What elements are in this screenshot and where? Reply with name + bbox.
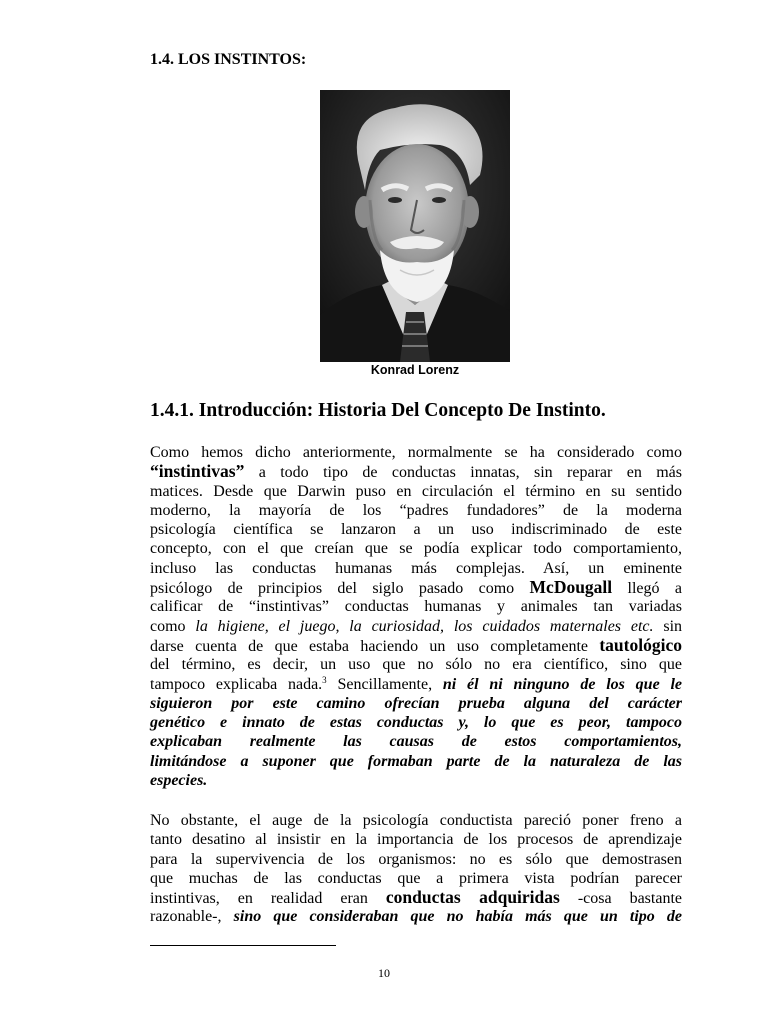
text-run: Sencillamente, (326, 675, 443, 693)
bold-italic-run: siguieron por este camino ofrecían prueba alguna del carácter (150, 694, 682, 712)
text-run: calificar de “instintivas” conductas humanas y animales tan variadas (150, 598, 682, 616)
text-run: psicología científica se lanzaron a un uso indiscriminado de este (150, 521, 682, 539)
text-line (150, 675, 682, 694)
subsection-heading: 1.4.1. Introducción: Historia Del Concepto De Instinto. (150, 400, 606, 421)
text-run: psicólogo de principios del siglo pasado como (150, 580, 530, 598)
bold-term: tautológico (599, 634, 682, 655)
bold-term: McDougall (529, 577, 613, 598)
portrait-photo (320, 90, 510, 362)
text-run: concepto, con el que creían que se podía explicar todo comportamiento, (150, 540, 682, 558)
photo-caption: Konrad Lorenz (370, 363, 460, 377)
text-line (150, 752, 682, 771)
text-run: a todo tipo de conductas innatas, sin reparar en más (244, 464, 682, 482)
text-run: como (150, 617, 196, 635)
text-run: moderno, la mayoría de los “padres fundadores” de la moderna (150, 501, 682, 519)
text-line (150, 694, 682, 713)
text-run: para la supervivencia de los organismos: no es sólo que demostrasen (150, 850, 682, 868)
text-line (150, 559, 682, 578)
text-run: razonable-, (150, 908, 234, 926)
page-number: 10 (378, 966, 390, 980)
bold-italic-run: ni él ni ninguno de los que le (442, 675, 683, 693)
text-line (150, 462, 682, 481)
text-line (150, 443, 682, 462)
italic-run: la higiene, el juego, la curiosidad, los cuidados maternales etc. (195, 617, 654, 635)
bold-italic-run: sino que consideraban que no había más que un tipo de (233, 908, 683, 926)
bold-term: “instintivas” (150, 461, 245, 482)
text-line (150, 520, 682, 539)
text-line (150, 482, 682, 501)
paragraph-2 (150, 811, 682, 927)
text-line (150, 578, 682, 597)
footnote-marker[interactable]: 3 (322, 674, 327, 685)
text-run: No obstante, el auge de la psicología conductista pareció poner freno a (150, 812, 682, 829)
text-run: instintivas, en realidad eran (150, 890, 386, 908)
bold-italic-run: limitándose a suponer que formaban parte de la naturaleza de las (150, 752, 682, 770)
text-run: matices. Desde que Darwin puso en circulación el término en su sentido (150, 482, 682, 500)
text-run: que muchas de las conductas que a primera vista podrían parecer (150, 869, 682, 887)
text-line (150, 501, 682, 520)
bold-term: conductas adquiridas (385, 887, 560, 908)
text-line (150, 830, 682, 849)
text-line (150, 732, 682, 751)
text-line (150, 771, 682, 790)
text-line (150, 636, 682, 655)
text-run: del término, es decir, un uso que no sólo no era científico, sino que (150, 656, 682, 674)
bold-italic-run: explicaban realmente las causas de estos comportamientos, (150, 733, 682, 751)
text-line (150, 869, 682, 888)
text-line (150, 713, 682, 732)
paragraph-1 (150, 443, 682, 790)
bold-italic-run: genético e innato de estas conductas y, lo que es peor, tampoco (150, 714, 682, 732)
text-run: Como hemos dicho anteriormente, normalmente se ha considerado como (150, 444, 682, 461)
footnote-separator (150, 945, 336, 946)
text-run: sin (653, 617, 683, 635)
text-run: incluso las conductas humanas más complejas. Así, un eminente (150, 559, 682, 577)
text-run: tampoco explicaba nada. (150, 675, 323, 693)
text-run: tanto desatino al insistir en la importancia de los procesos de aprendizaje (150, 831, 682, 849)
text-run: -cosa bastante (559, 890, 682, 908)
text-line (150, 655, 682, 674)
text-line (150, 539, 682, 558)
bold-italic-run: especies. (150, 772, 208, 790)
text-line (150, 907, 682, 926)
section-heading: 1.4. LOS INSTINTOS: (150, 51, 307, 68)
text-line (150, 597, 682, 616)
text-line (150, 617, 682, 636)
text-line (150, 811, 682, 830)
text-run: darse cuenta de que estaba haciendo un uso completamente (150, 637, 600, 655)
text-line (150, 888, 682, 907)
text-line (150, 850, 682, 869)
text-run: llegó a (612, 580, 683, 598)
